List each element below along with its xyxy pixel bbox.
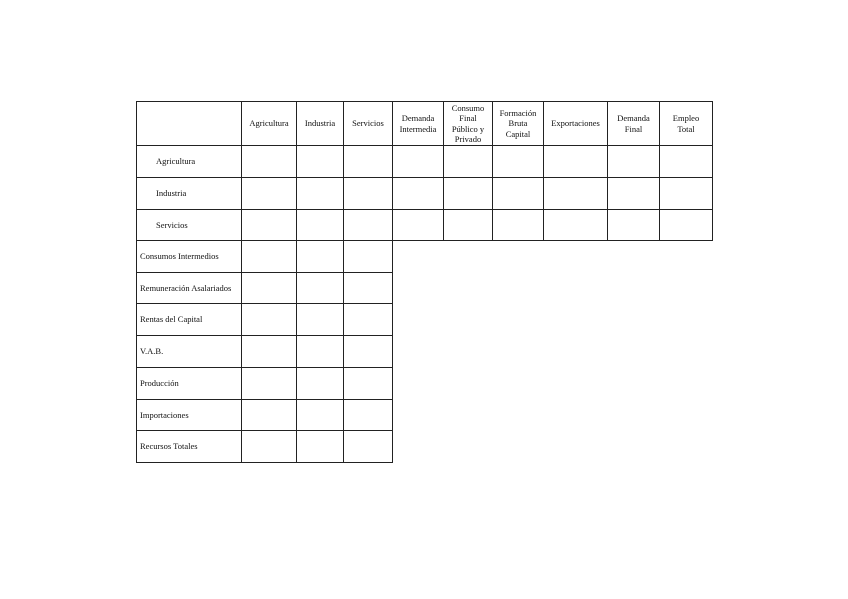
data-cell [296, 177, 343, 209]
row-label-agricultura: Agricultura [136, 145, 241, 177]
data-cell [241, 335, 296, 367]
data-cell [343, 209, 392, 240]
data-cell [296, 272, 343, 303]
data-cell [607, 209, 659, 241]
data-cell [241, 145, 296, 177]
data-cell [343, 303, 393, 335]
data-cell [607, 145, 659, 177]
data-cell [343, 145, 392, 177]
data-cell [296, 145, 343, 177]
data-cell [241, 177, 296, 209]
data-cell [543, 209, 607, 241]
data-cell [296, 430, 343, 463]
data-cell [659, 177, 713, 209]
data-cell [241, 367, 296, 399]
row-label-importaciones: Importaciones [136, 399, 241, 430]
data-cell [296, 209, 343, 240]
data-cell [296, 335, 343, 367]
data-cell [296, 303, 343, 335]
row-label-servicios: Servicios [136, 209, 241, 240]
row-label-consumos-intermedios: Consumos Intermedios [136, 240, 241, 272]
row-label-produccion: Producción [136, 367, 241, 399]
data-cell [241, 430, 296, 463]
data-cell [492, 177, 543, 209]
header-formacion-bruta-capital: Formación Bruta Capital [492, 101, 543, 145]
row-label-rentas-del-capital: Rentas del Capital [136, 303, 241, 335]
data-cell [343, 335, 393, 367]
row-label-recursos-totales: Recursos Totales [136, 430, 241, 463]
data-cell [659, 145, 713, 177]
data-cell [241, 240, 296, 272]
data-cell [492, 145, 543, 177]
header-empleo-total: Empleo Total [659, 101, 713, 145]
data-cell [443, 209, 492, 241]
header-servicios: Servicios [343, 101, 392, 145]
header-corner-cell [136, 101, 241, 145]
data-cell [443, 177, 492, 209]
row-label-industria: Industria [136, 177, 241, 209]
data-cell [392, 177, 443, 209]
data-cell [296, 399, 343, 430]
data-cell [296, 240, 343, 272]
header-industria: Industria [296, 101, 343, 145]
row-label-vab: V.A.B. [136, 335, 241, 367]
data-cell [543, 177, 607, 209]
data-cell [443, 145, 492, 177]
data-cell [392, 209, 443, 241]
data-cell [241, 399, 296, 430]
data-cell [241, 209, 296, 240]
data-cell [492, 209, 543, 241]
data-cell [343, 272, 393, 303]
data-cell [343, 367, 393, 399]
row-label-remuneracion-asalariados: Remuneración Asalariados [136, 272, 241, 303]
data-cell [392, 145, 443, 177]
data-cell [607, 177, 659, 209]
header-demanda-intermedia: Demanda Intermedia [392, 101, 443, 145]
header-consumo-final: Consumo Final Público y Privado [443, 101, 492, 145]
data-cell [543, 145, 607, 177]
data-cell [296, 367, 343, 399]
data-cell [343, 240, 393, 272]
data-cell [343, 430, 393, 463]
header-exportaciones: Exportaciones [543, 101, 607, 145]
data-cell [343, 177, 392, 209]
data-cell [241, 303, 296, 335]
header-demanda-final: Demanda Final [607, 101, 659, 145]
data-cell [241, 272, 296, 303]
data-cell [659, 209, 713, 241]
data-cell [343, 399, 393, 430]
header-agricultura: Agricultura [241, 101, 296, 145]
